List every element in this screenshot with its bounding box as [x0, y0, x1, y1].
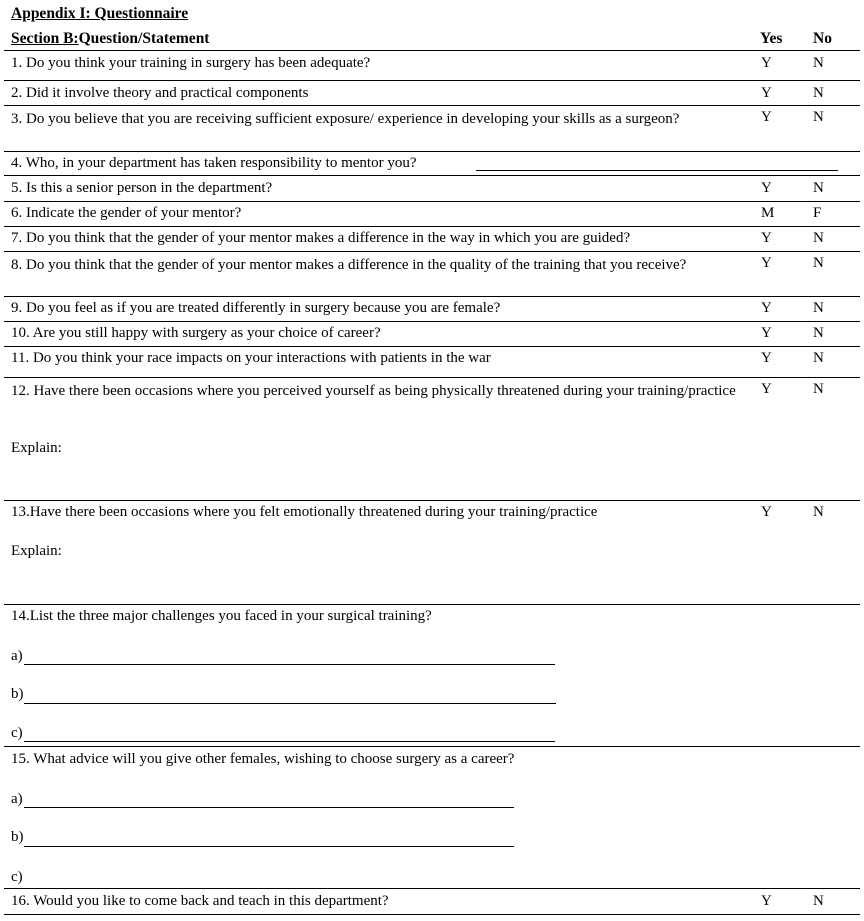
divider [4, 888, 860, 889]
question-5: 5. Is this a senior person in the department? [11, 180, 273, 196]
q13-option-yes[interactable]: Y [761, 504, 772, 520]
q9-option-no[interactable]: N [813, 300, 824, 316]
q1-option-no[interactable]: N [813, 55, 824, 71]
q15-item-b-line[interactable] [24, 846, 514, 847]
question-12: 12. Have there been occasions where you perceived yourself as being physically threatened during your training/practice [11, 383, 736, 399]
question-11: 11. Do you think your race impacts on your interactions with patients in the war [11, 350, 491, 366]
question-2: 2. Did it involve theory and practical components [11, 85, 309, 101]
q16-option-yes[interactable]: Y [761, 893, 772, 909]
q3-option-yes[interactable]: Y [761, 109, 772, 125]
divider [4, 80, 860, 81]
divider [4, 201, 860, 202]
q8-option-no[interactable]: N [813, 255, 824, 271]
q14-item-b-label: b) [11, 686, 24, 702]
q7-option-yes[interactable]: Y [761, 230, 772, 246]
q14-item-a-line[interactable] [24, 664, 555, 665]
q14-item-a-label: a) [11, 648, 23, 664]
section-heading-text: Question/Statement [78, 30, 210, 47]
question-7: 7. Do you think that the gender of your mentor makes a difference in the way in which you are guided? [11, 230, 631, 246]
divider [4, 346, 860, 347]
q10-option-no[interactable]: N [813, 325, 824, 341]
q6-option-female[interactable]: F [813, 205, 822, 221]
divider [4, 377, 860, 378]
q12-explain-label: Explain: [11, 440, 62, 456]
question-3: 3. Do you believe that you are receiving sufficient exposure/ experience in developing your skills as a surgeon? [11, 111, 680, 127]
mentor-answer-line[interactable] [476, 170, 838, 171]
q5-option-no[interactable]: N [813, 180, 824, 196]
divider [4, 226, 860, 227]
q13-explain-label: Explain: [11, 543, 62, 559]
q7-option-no[interactable]: N [813, 230, 824, 246]
q15-item-c-label: c) [11, 869, 23, 885]
question-16: 16. Would you like to come back and teach in this department? [11, 893, 389, 909]
question-1: 1. Do you think your training in surgery has been adequate? [11, 55, 371, 71]
q15-item-b-label: b) [11, 829, 24, 845]
q11-option-no[interactable]: N [813, 350, 824, 366]
section-label: Section B: [11, 30, 79, 47]
appendix-title: Appendix I: Questionnaire [11, 5, 189, 22]
q15-item-a-line[interactable] [24, 807, 514, 808]
question-10: 10. Are you still happy with surgery as your choice of career? [11, 325, 381, 341]
q10-option-yes[interactable]: Y [761, 325, 772, 341]
divider [4, 604, 860, 605]
question-6: 6. Indicate the gender of your mentor? [11, 205, 242, 221]
question-13: 13.Have there been occasions where you felt emotionally threatened during your training/practice [11, 504, 598, 520]
q16-option-no[interactable]: N [813, 893, 824, 909]
divider [4, 50, 860, 51]
q9-option-yes[interactable]: Y [761, 300, 772, 316]
divider [4, 321, 860, 322]
column-header-yes: Yes [760, 30, 783, 47]
question-14: 14.List the three major challenges you faced in your surgical training? [11, 608, 432, 624]
divider [4, 151, 860, 152]
question-9: 9. Do you feel as if you are treated differently in surgery because you are female? [11, 300, 501, 316]
q12-option-no[interactable]: N [813, 381, 824, 397]
q13-option-no[interactable]: N [813, 504, 824, 520]
column-header-no: No [813, 30, 832, 47]
question-8: 8. Do you think that the gender of your mentor makes a difference in the quality of the training that you receive? [11, 257, 687, 273]
q2-option-no[interactable]: N [813, 85, 824, 101]
divider [4, 175, 860, 176]
question-15: 15. What advice will you give other females, wishing to choose surgery as a career? [11, 751, 515, 767]
q3-option-no[interactable]: N [813, 109, 824, 125]
divider [4, 746, 860, 747]
q15-item-a-label: a) [11, 791, 23, 807]
q14-item-c-label: c) [11, 725, 23, 741]
divider [4, 500, 860, 501]
q14-item-c-line[interactable] [24, 741, 555, 742]
q5-option-yes[interactable]: Y [761, 180, 772, 196]
section-heading [11, 30, 209, 48]
divider [4, 105, 860, 106]
question-4: 4. Who, in your department has taken responsibility to mentor you? [11, 155, 417, 171]
q6-option-male[interactable]: M [761, 205, 775, 221]
divider [4, 251, 860, 252]
q2-option-yes[interactable]: Y [761, 85, 772, 101]
q14-item-b-line[interactable] [24, 703, 556, 704]
divider [4, 296, 860, 297]
q11-option-yes[interactable]: Y [761, 350, 772, 366]
q1-option-yes[interactable]: Y [761, 55, 772, 71]
q12-option-yes[interactable]: Y [761, 381, 772, 397]
q8-option-yes[interactable]: Y [761, 255, 772, 271]
divider [4, 914, 860, 915]
